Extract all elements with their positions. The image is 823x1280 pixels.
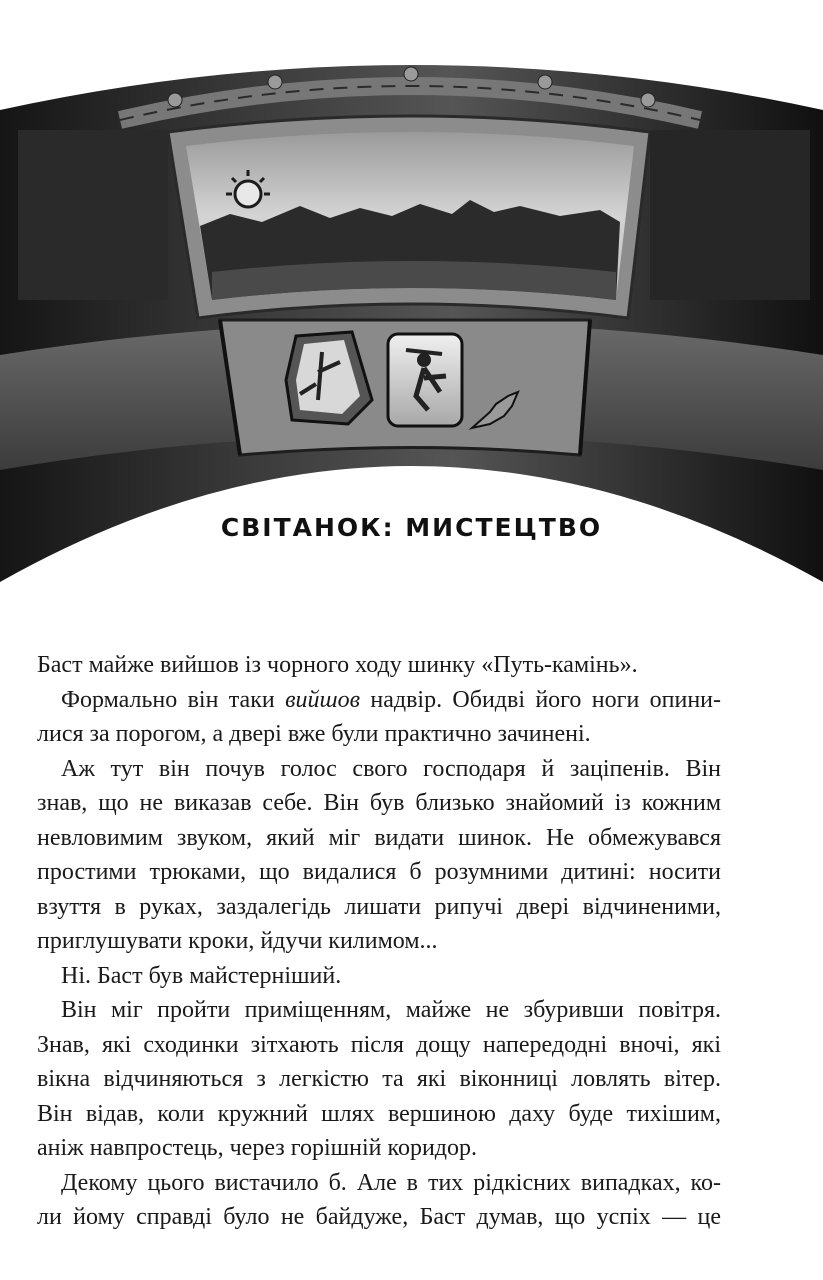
chapter-title: СВІТАНОК: МИСТЕЦТВО bbox=[220, 513, 603, 542]
text-line: вікна відчиняються з легкістю та які віконниці ловлять вітер. bbox=[37, 1066, 721, 1092]
text-line: Формально він таки вийшов надвір. Обидві його ноги опини- bbox=[61, 686, 722, 713]
text-line: ли йому справді було не байдуже, Баст думав, що успіх — це bbox=[37, 1204, 721, 1230]
player-card-icon bbox=[388, 334, 462, 426]
text-line: невловимим звуком, який міг видати шинок. Не обмежувався bbox=[37, 824, 721, 851]
text-line: Він відав, коли кружний шлях вершиною даху буде тихішим, bbox=[37, 1100, 721, 1127]
text-line: Знав, які сходинки зітхають після дощу напередодні вночі, які bbox=[37, 1031, 721, 1058]
text-line: аніж навпростець, через горішній коридор. bbox=[37, 1135, 477, 1161]
text-line: Аж тут він почув голос свого господаря й заціпенів. Він bbox=[61, 755, 721, 782]
text-line: Він міг пройти приміщенням, майже не збуривши повітря. bbox=[61, 997, 721, 1023]
text-line: приглушувати кроки, йдучи килимом... bbox=[37, 928, 438, 954]
text-line: лися за порогом, а двері вже були практично зачинені. bbox=[37, 721, 591, 747]
text-line: Баст майже вийшов із чорного ходу шинку «Путь-камінь». bbox=[37, 652, 638, 678]
emphasis-text: вийшов bbox=[285, 686, 361, 713]
body-text bbox=[37, 648, 721, 1235]
text-line: Декому цього вистачило б. Але в тих рідкісних випадках, ко- bbox=[61, 1169, 721, 1196]
text-line: знав, що не виказав себе. Він був близько знайомий із кожним bbox=[37, 790, 721, 816]
chapter-header-illustration bbox=[0, 0, 823, 600]
text-line: взуття в руках, заздалегідь лишати рипучі двері відчиненими, bbox=[37, 893, 721, 920]
text-line: Ні. Баст був майстерніший. bbox=[61, 962, 342, 989]
text-line: простими трюками, що видалися б розумними дитині: носити bbox=[37, 859, 721, 885]
